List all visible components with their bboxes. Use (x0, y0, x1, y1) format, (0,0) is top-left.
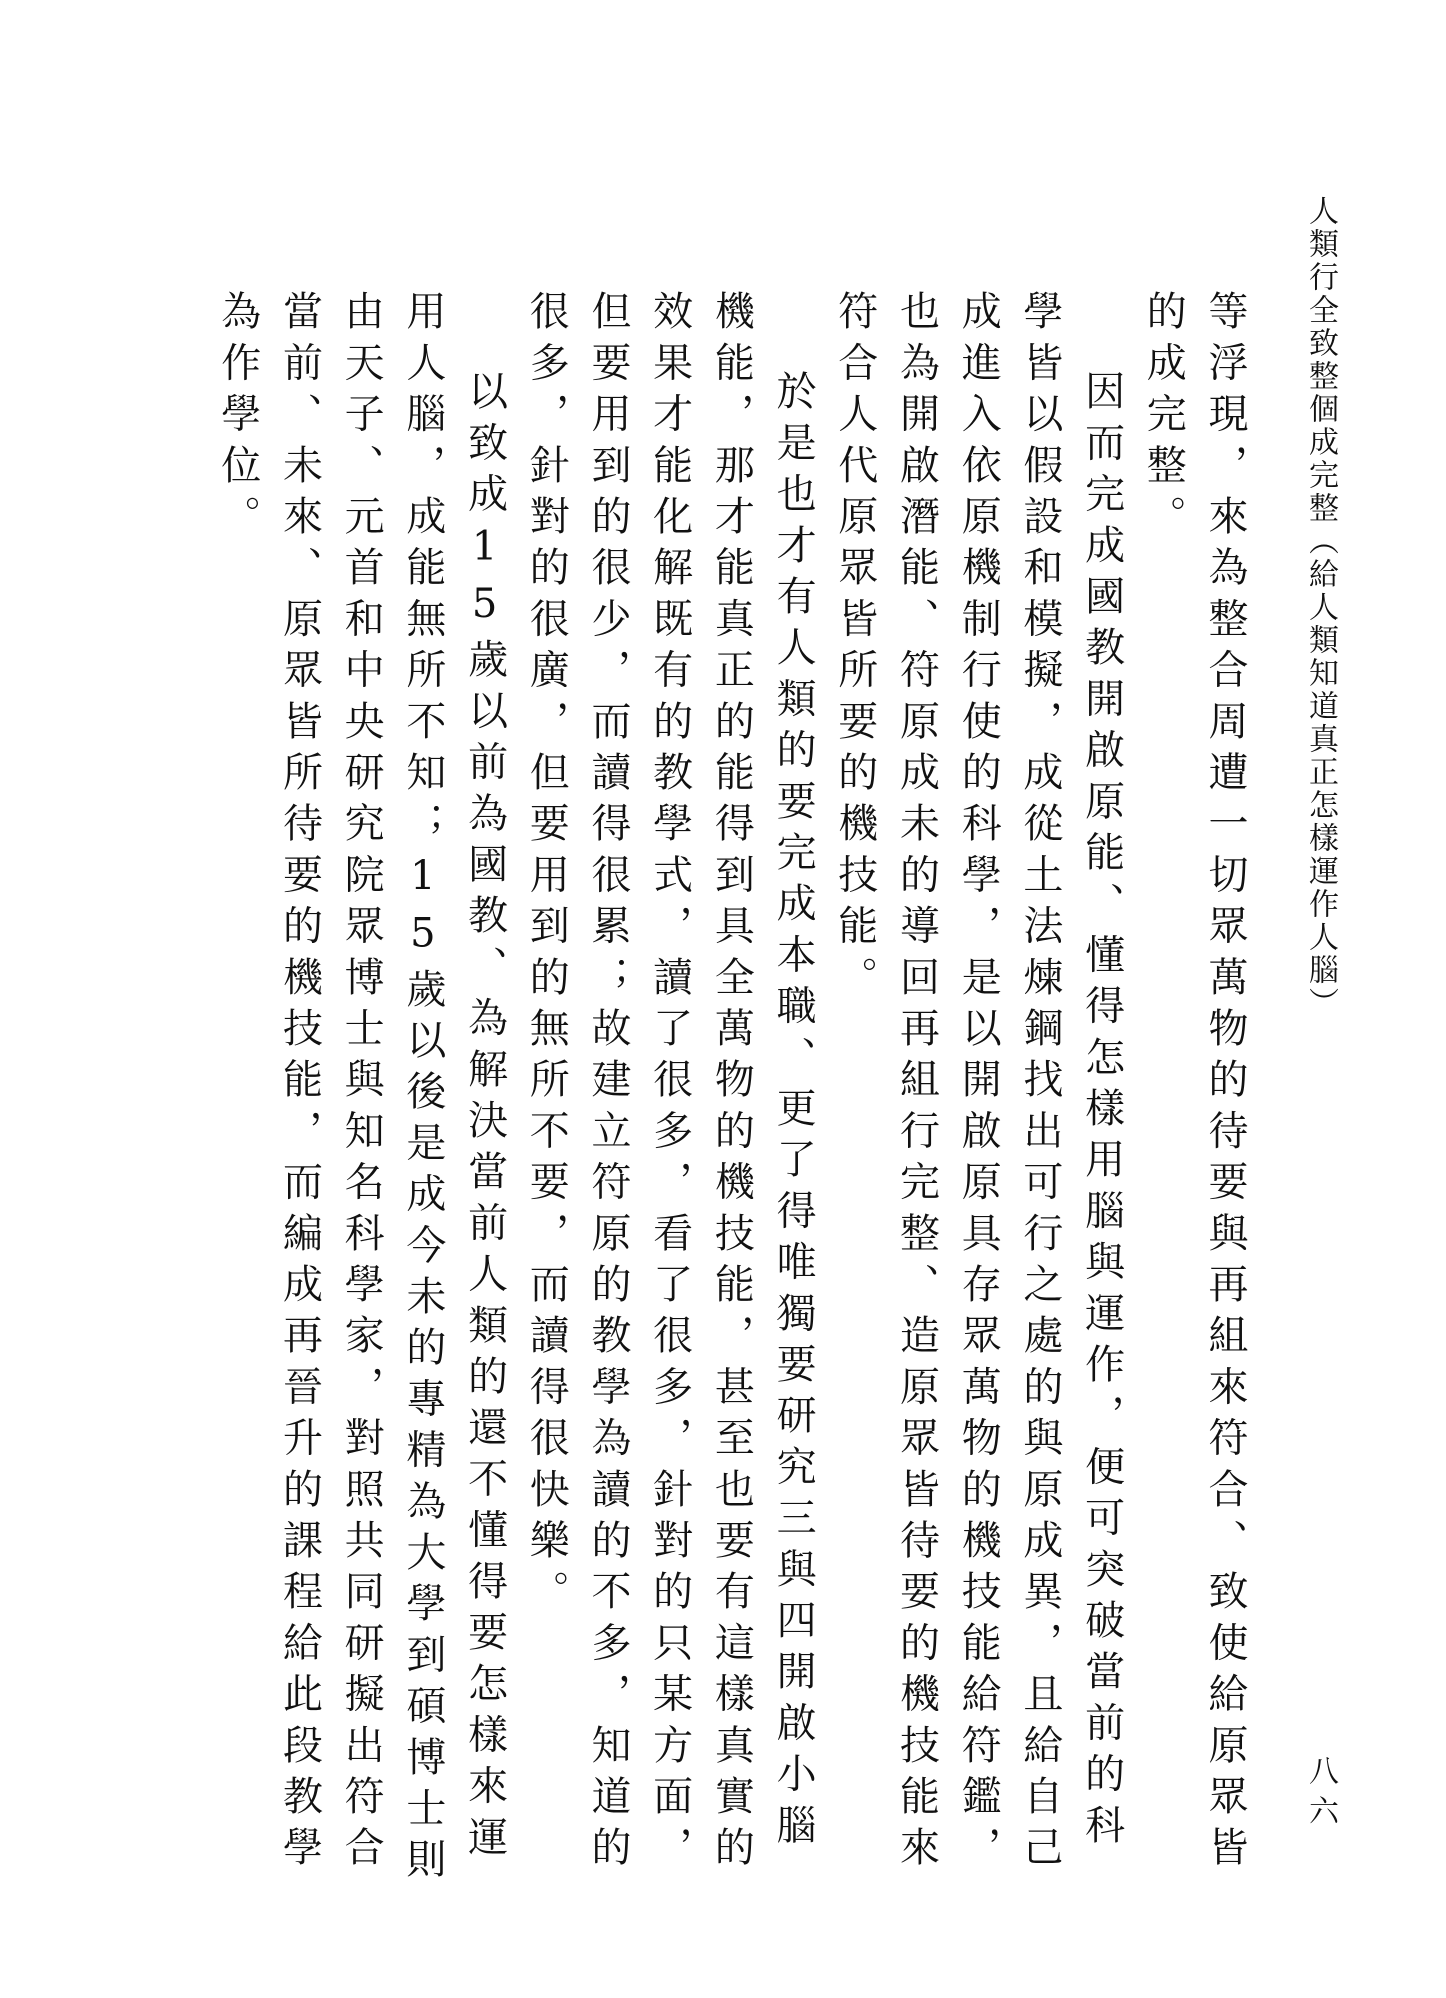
running-header: 人類行全致整個成完整（給人類知道真正怎樣運作人腦） (1303, 195, 1338, 1020)
paragraph: 因而完成國教開啟原能、懂得怎樣用腦與運作，便可突破當前的科學皆以假設和模擬，成從土法煉鋼找出可行之處的與原成異，且給自己成進入依原機制行使的科學，是以開啟原具存眾萬物的機技能給符鑑，也為開啟潛能、符原成未的導回再組行完整、造原眾皆待要的機技能來符合人代原眾皆所要的機技能。 (831, 290, 1125, 1878)
paragraph: 以致成15歲以前為國教、為解決當前人類的還不懂得要怎樣來運用人腦，成能無所不知；15歲以後是成今未的專精為大學到碩博士則由天子、元首和中央研究院眾博士與知名科學家，對照共同研擬出符合當前、未來、原眾皆所待要的機技能，而編成再晉升的課程給此段教學為作學位。 (214, 290, 508, 1890)
body-text (175, 290, 1255, 1900)
paragraph: 於是也才有人類的要完成本職、更了得唯獨要研究三與四開啟小腦機能，那才能真正的能得到具全萬物的機技能，甚至也要有這樣真實的效果才能化解既有的教學式，讀了很多，看了很多，針對的只某方面，但要用到的很少，而讀得很累；故建立符原的教學為讀的不多，知道的很多，針對的很廣，但要用到的無所不要，而讀得很快樂。 (523, 290, 817, 1878)
paragraph: 等浮現，來為整合周遭一切眾萬物的待要與再組來符合、致使給原眾皆的成完整。 (1140, 290, 1248, 1878)
page-number: 八六 (1303, 1755, 1338, 1835)
